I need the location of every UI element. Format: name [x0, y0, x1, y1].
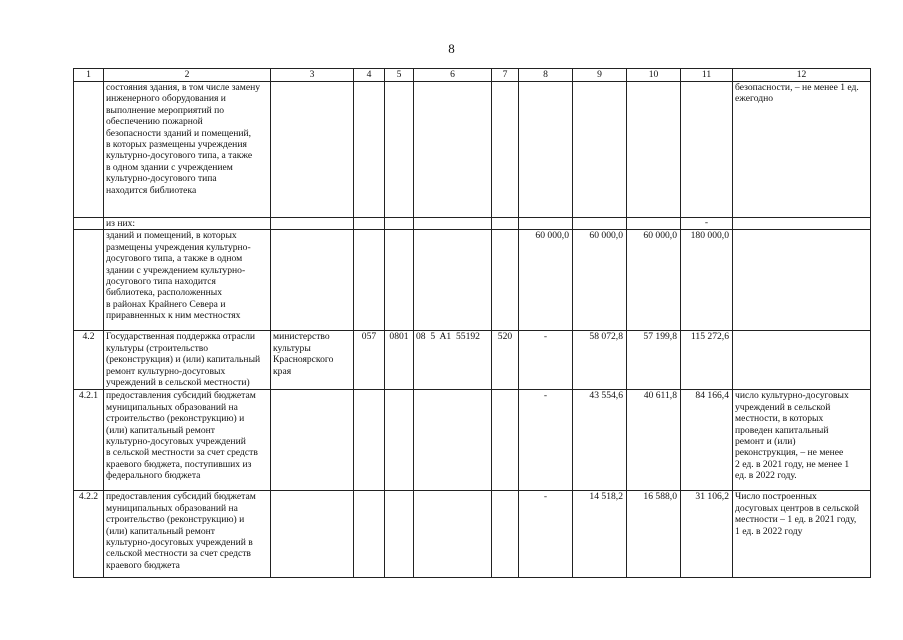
cell-result: Число построенных досуговых центров в сельской местности – 1 ед. в 2021 году, 1 ед. в 2022 году — [733, 491, 871, 578]
cell-vr — [492, 491, 519, 578]
cell-amount-total: 180 000,0 — [681, 230, 733, 331]
cell-grbs: 057 — [354, 331, 385, 390]
cell-result — [733, 230, 871, 331]
column-header: 10 — [627, 69, 681, 82]
cell-result — [733, 218, 871, 230]
cell-vr — [492, 390, 519, 491]
cell-amount-col8 — [519, 82, 573, 218]
column-header: 5 — [385, 69, 414, 82]
cell-csr: 08 5 A1 55192 — [414, 331, 492, 390]
column-header: 11 — [681, 69, 733, 82]
cell-grbs — [354, 218, 385, 230]
cell-rzpr — [385, 491, 414, 578]
cell-amount-col10: 16 588,0 — [627, 491, 681, 578]
cell-vr — [492, 230, 519, 331]
cell-amount-col9: 14 518,2 — [573, 491, 627, 578]
table-row — [74, 230, 871, 331]
cell-vr — [492, 218, 519, 230]
cell-responsible — [271, 82, 354, 218]
column-header: 6 — [414, 69, 492, 82]
cell-number: 4.2.1 — [74, 390, 104, 491]
cell-result: безопасности, – не менее 1 ед. ежегодно — [733, 82, 871, 218]
cell-responsible — [271, 390, 354, 491]
cell-amount-col8: - — [519, 491, 573, 578]
cell-amount-col10 — [627, 218, 681, 230]
cell-responsible — [271, 218, 354, 230]
cell-name: предоставления субсидий бюджетам муниципальных образований на строительство (реконструкцию) и (или) капитальный ремонт культурно-досуговых учреждений в сельской местности за счет средств краевого бюджета — [104, 491, 271, 578]
column-header: 12 — [733, 69, 871, 82]
cell-amount-col10: 57 199,8 — [627, 331, 681, 390]
cell-amount-total — [681, 82, 733, 218]
cell-amount-total: 31 106,2 — [681, 491, 733, 578]
cell-csr — [414, 218, 492, 230]
cell-amount-col9: 43 554,6 — [573, 390, 627, 491]
cell-result: число культурно-досуговых учреждений в сельской местности, в которых проведен капитальный ремонт и (или) реконструкция, – не менее 2 ед. в 2021 году, не менее 1 ед. в 2022 году. — [733, 390, 871, 491]
cell-amount-total: 84 166,4 — [681, 390, 733, 491]
cell-number: 4.2 — [74, 331, 104, 390]
cell-name: Государственная поддержка отрасли культуры (строительство (реконструкция) и (или) капитальный ремонт культурно-досуговых учреждений в сельской местности) — [104, 331, 271, 390]
cell-vr — [492, 82, 519, 218]
cell-csr — [414, 82, 492, 218]
cell-grbs — [354, 230, 385, 331]
column-header: 3 — [271, 69, 354, 82]
cell-amount-col8: - — [519, 390, 573, 491]
cell-csr — [414, 390, 492, 491]
cell-vr: 520 — [492, 331, 519, 390]
cell-csr — [414, 491, 492, 578]
cell-amount-col10 — [627, 82, 681, 218]
column-header: 7 — [492, 69, 519, 82]
cell-rzpr — [385, 218, 414, 230]
cell-name: зданий и помещений, в которых размещены учреждения культурно- досугового типа, а также в одном здании с учреждением культурно- досугового типа находится библиотека, расположенных в районах Крайнего Севера и приравненных к ним местностях — [104, 230, 271, 331]
cell-amount-total: 115 272,6 — [681, 331, 733, 390]
page-number: 8 — [448, 41, 455, 56]
budget-table — [73, 68, 871, 578]
cell-name: из них: — [104, 218, 271, 230]
table-row — [74, 331, 871, 390]
cell-responsible — [271, 491, 354, 578]
cell-number — [74, 218, 104, 230]
column-header: 2 — [104, 69, 271, 82]
cell-number — [74, 230, 104, 331]
cell-amount-col10: 40 611,8 — [627, 390, 681, 491]
cell-csr — [414, 230, 492, 331]
column-header: 1 — [74, 69, 104, 82]
cell-grbs — [354, 491, 385, 578]
cell-name: состояния здания, в том числе замену инженерного оборудования и выполнение мероприятий по обеспечению пожарной безопасности зданий и помещений, в которых размещены учреждения культурно-досугового типа, а также в одном здании с учреждением культурно-досугового типа находится библиотека — [104, 82, 271, 218]
table-row — [74, 390, 871, 491]
cell-amount-total: - — [681, 218, 733, 230]
cell-rzpr — [385, 230, 414, 331]
cell-amount-col8: - — [519, 331, 573, 390]
cell-responsible: министерство культуры Красноярского края — [271, 331, 354, 390]
table-header-row — [74, 69, 871, 82]
cell-amount-col9: 58 072,8 — [573, 331, 627, 390]
cell-amount-col10: 60 000,0 — [627, 230, 681, 331]
column-header: 8 — [519, 69, 573, 82]
cell-amount-col9: 60 000,0 — [573, 230, 627, 331]
cell-amount-col8: 60 000,0 — [519, 230, 573, 331]
cell-rzpr — [385, 390, 414, 491]
column-header: 9 — [573, 69, 627, 82]
cell-grbs — [354, 82, 385, 218]
cell-grbs — [354, 390, 385, 491]
cell-result — [733, 331, 871, 390]
cell-responsible — [271, 230, 354, 331]
table-row — [74, 218, 871, 230]
cell-amount-col9 — [573, 218, 627, 230]
column-header: 4 — [354, 69, 385, 82]
table-row — [74, 491, 871, 578]
table-row — [74, 82, 871, 218]
cell-amount-col8 — [519, 218, 573, 230]
cell-rzpr — [385, 82, 414, 218]
cell-number: 4.2.2 — [74, 491, 104, 578]
cell-number — [74, 82, 104, 218]
cell-amount-col9 — [573, 82, 627, 218]
cell-rzpr: 0801 — [385, 331, 414, 390]
cell-name: предоставления субсидий бюджетам муниципальных образований на строительство (реконструкцию) и (или) капитальный ремонт культурно-досуговых учреждений в сельской местности за счет средств краевого бюджета, поступивших из федерального бюджета — [104, 390, 271, 491]
